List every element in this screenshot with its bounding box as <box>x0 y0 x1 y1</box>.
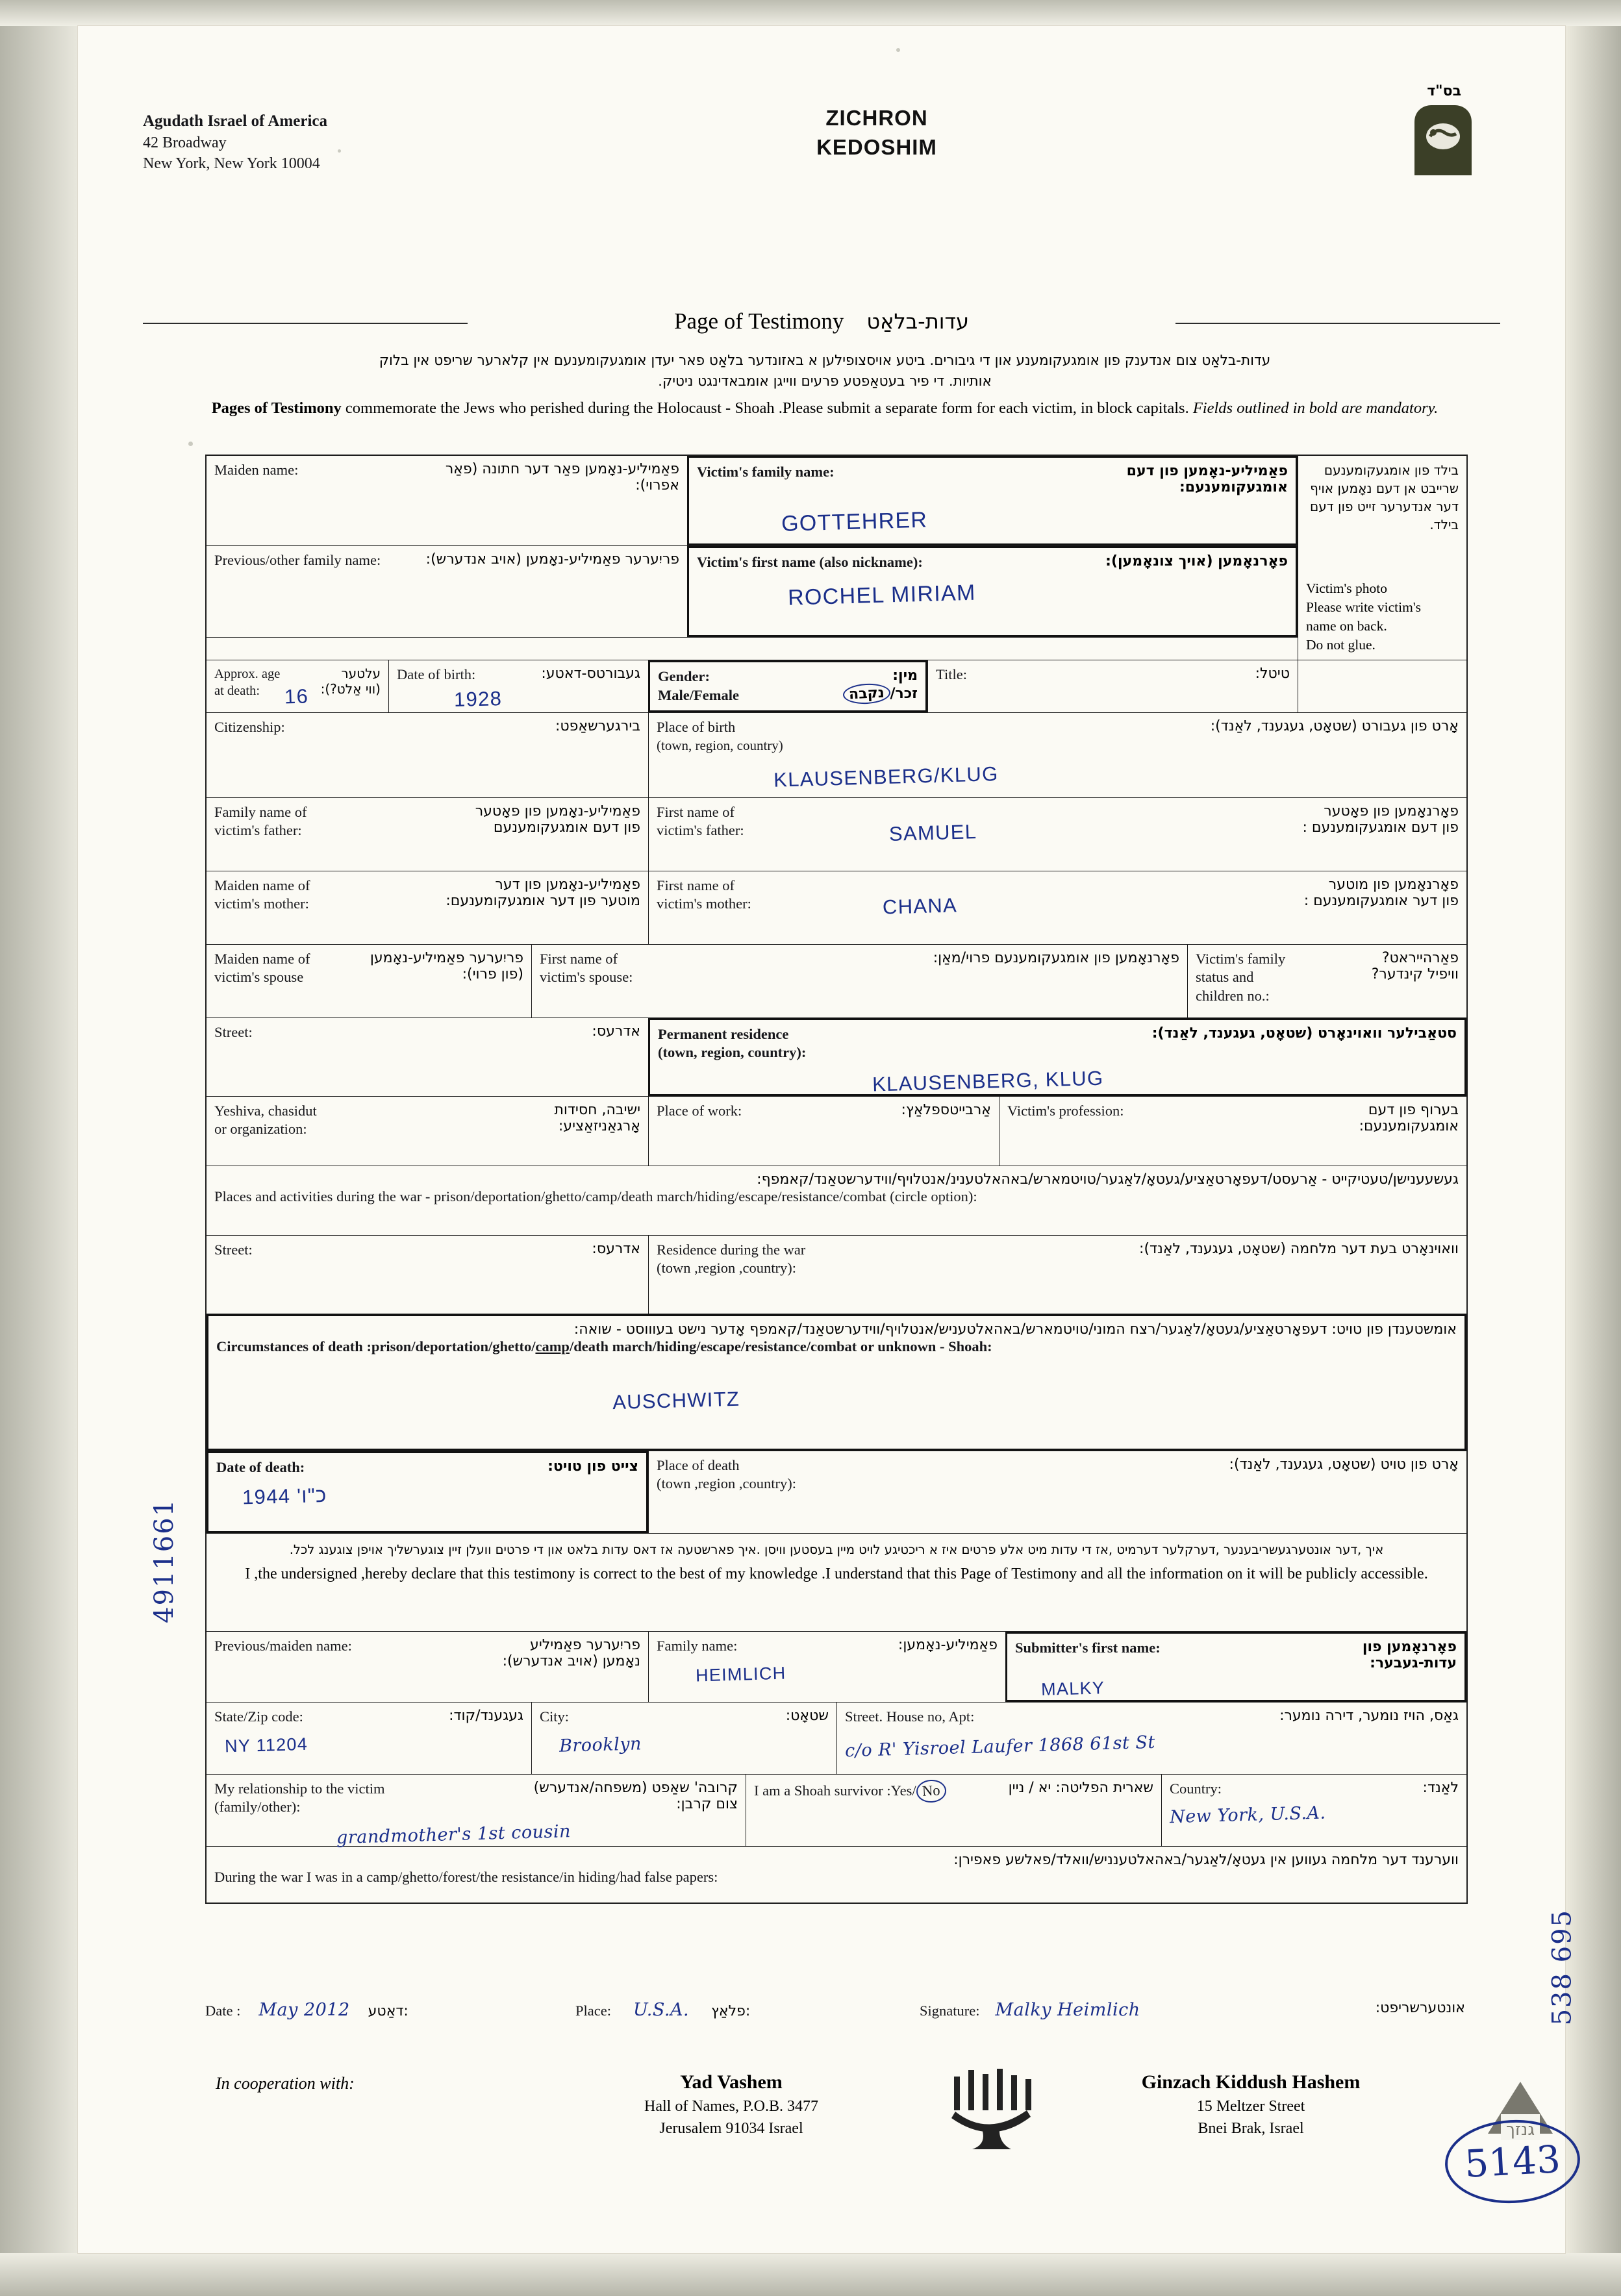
dob-label-en: Date of birth: <box>397 666 476 683</box>
citizenship-label-he: בירגערשאַפט: <box>555 718 640 734</box>
approx-age-value: 16 <box>284 684 309 708</box>
victim-first-name-label-en: Victim's first name (also nickname): <box>697 554 923 570</box>
field-relationship[interactable] <box>207 1775 746 1846</box>
program-title <box>721 104 1033 162</box>
yad-vashem-line2: Jerusalem 91034 Israel <box>659 2119 803 2137</box>
svg-text:גנזך: גנזך <box>1505 2120 1535 2140</box>
page-title-en: Page of Testimony <box>674 308 844 334</box>
program-title-line2: KEDOSHIM <box>816 134 937 159</box>
form-row-places-activities[interactable] <box>207 1166 1466 1236</box>
signature-label-he: אונטערשריפט: <box>1375 2000 1465 2016</box>
city-label-en: City: <box>540 1708 570 1725</box>
date-value: May 2012 <box>258 2000 350 2020</box>
date-label-he: דאַטע: <box>368 2003 408 2019</box>
scan-speck <box>338 149 341 153</box>
dob-label-he: געבורטס-דאטע: <box>541 666 640 682</box>
field-survivor[interactable] <box>746 1775 1161 1846</box>
form-row-father <box>207 798 1466 871</box>
place-label-en: Place: <box>575 2003 611 2019</box>
previous-family-label-en: Previous/other family name: <box>214 552 381 568</box>
submitter-first-label-en: Submitter's first name: <box>1015 1639 1161 1656</box>
submitter-first-value: MALKY <box>1040 1677 1105 1699</box>
war-residence-label-he: וואוינאָרט בעת דער מלחמה (שטאָט, געגענד, לאַנד): <box>1139 1240 1459 1257</box>
field-victim-first-name[interactable] <box>687 546 1298 637</box>
gender-label-he: מין: זכר/נקבה <box>843 668 918 704</box>
war-residence-label-en: Residence during the war (town ,region ,country): <box>657 1241 806 1277</box>
tablets-icon <box>1411 103 1476 178</box>
photo-slot-spacer <box>1298 660 1466 712</box>
menorah-icon <box>942 2065 1046 2156</box>
field-yeshiva[interactable] <box>207 1097 648 1166</box>
declaration-he: איך ,דער אונטערגעשריבענער ,דערקלער דערמיט ,אז די עדות מיט אלע פרטים איז א ריכטיגע לויט מיין בעסטען וויסן .איך פארשטעה אז דאס עדות בלאט און די פרטים וועלן זיין צוגערשליך אויפן צוגענג לכל. <box>289 1541 1384 1557</box>
profession-label-en: Victim's profession: <box>1007 1102 1124 1119</box>
submitter-prev-label-he: פריִערער פאַמיליע נאָמען (אויב אנדערש): <box>502 1636 640 1669</box>
maiden-name-label-en: Maiden name: <box>214 462 299 478</box>
organization-street: 42 Broadway <box>143 134 227 151</box>
left-margin-number: 4911661 <box>149 1498 179 1623</box>
field-mother-maiden-name[interactable] <box>207 871 648 944</box>
victim-family-name-label-he: פאַמיליע-נאָמען פון דעם אומגעקומענעם: <box>1126 463 1288 495</box>
submitter-family-value: HEIMLICH <box>695 1664 786 1686</box>
organization-name: Agudath Israel of America <box>143 112 327 130</box>
field-street-house[interactable] <box>836 1703 1466 1774</box>
submitter-family-label-en: Family name: <box>657 1637 738 1654</box>
signature-label-en: Signature: <box>920 2003 980 2019</box>
permanent-residence-label-he: סטאַבילער וואוינאָרט (שטאָט, געגענד, לאַנד): <box>1151 1025 1457 1042</box>
father-first-value: SAMUEL <box>888 819 977 845</box>
field-place-of-birth[interactable] <box>648 713 1466 797</box>
scan-speck <box>188 442 193 446</box>
victim-first-name-value: ROCHEL MIRIAM <box>787 580 977 610</box>
intro-english-italic: Fields outlined in bold are mandatory. <box>1192 399 1439 417</box>
field-war-street[interactable] <box>207 1236 648 1314</box>
victim-photo-slot[interactable] <box>1298 456 1466 660</box>
mother-first-label-he: פאָרנאָמען פון מוטער פון דער אומגעקומענעם : <box>1303 876 1459 909</box>
place-value: U.S.A. <box>633 2000 690 2020</box>
spouse-first-label-he: פאָרנאָמען פון אומגעקומענעם פרוי/מאַן: <box>933 949 1179 966</box>
street-house-value: c/o R' Yisroel Laufer 1868 61st St <box>844 1732 1156 1762</box>
field-father-family-name[interactable] <box>207 798 648 871</box>
permanent-residence-label-en: Permanent residence (town, region, country): <box>658 1025 807 1061</box>
approx-age-label-he: עלטער (ווי אַלט?): <box>320 666 381 697</box>
signature-row <box>205 2000 1465 2021</box>
footer-yad-vashem <box>569 2069 894 2140</box>
yeshiva-label-en: Yeshiva, chasidut or organization: <box>214 1102 317 1138</box>
survivor-label-en: I am a Shoah survivor :Yes/ No <box>754 1780 946 1803</box>
footer-cooperation: In cooperation with: <box>216 2074 355 2093</box>
street-label-he: אדרעס: <box>592 1023 640 1040</box>
profession-label-he: בערוף פון דעם אומגעקומענעם: <box>1359 1101 1459 1134</box>
street-house-label-en: Street. House no, Apt: <box>845 1708 975 1725</box>
dob-value: 1928 <box>453 686 503 711</box>
field-father-first-name[interactable] <box>648 798 1466 871</box>
field-place-of-death[interactable] <box>648 1451 1466 1533</box>
field-family-status[interactable] <box>1187 945 1466 1017</box>
field-war-residence[interactable] <box>648 1236 1466 1314</box>
victim-first-name-label-he: פאָרנאָמען (אויך צונאָמען): <box>1105 553 1288 569</box>
mother-first-label-en: First name of victim's mother: <box>657 877 751 912</box>
war-street-label-en: Street: <box>214 1241 253 1258</box>
form-row-mother <box>207 871 1466 945</box>
place-of-death-label-he: אָרט פון טויט (שטאָט, געגענד, לאַנד): <box>1229 1456 1459 1473</box>
form-row-death <box>207 1451 1466 1534</box>
bsd-marking: בס"ד <box>1427 83 1461 99</box>
field-country[interactable] <box>1161 1775 1466 1846</box>
field-spouse-maiden-name[interactable] <box>207 945 531 1017</box>
title-label-he: טיטל: <box>1255 666 1290 682</box>
field-city[interactable] <box>531 1703 836 1774</box>
page-shadow-bottom <box>0 2253 1621 2296</box>
war-experience-he: ווערענד דער מלחמה געווען אין געטאָ/לאַגער/באהאלטענניש/וואלד/פאלשע פאפירן: <box>953 1851 1459 1868</box>
organization-city: New York, New York 10004 <box>143 155 320 173</box>
spouse-first-label-en: First name of victim's spouse: <box>540 950 633 986</box>
field-previous-family-name[interactable] <box>207 546 687 637</box>
ginzach-name: Ginzach Kiddush Hashem <box>1141 2071 1361 2093</box>
submitter-prev-label-en: Previous/maiden name: <box>214 1637 352 1654</box>
father-family-label-en: Family name of victim's father: <box>214 803 307 839</box>
place-label-he: פלאַץ: <box>711 2003 751 2019</box>
form-row-citizenship-birthplace <box>207 713 1466 798</box>
field-title[interactable] <box>927 660 1298 712</box>
date-of-death-label-en: Date of death: <box>216 1458 305 1475</box>
approx-age-label-en: Approx. age at death: <box>214 667 281 699</box>
intro-english-rest: commemorate the Jews who perished during the Holocaust - Shoah .Please submit a separate form for each victim, in block capitals. <box>341 399 1193 417</box>
field-profession[interactable] <box>999 1097 1466 1166</box>
gender-label-en: Gender: Male/Female <box>658 668 739 703</box>
family-status-label-en: Victim's family status and children no.: <box>1196 950 1286 1004</box>
permanent-residence-value: KLAUSENBERG, KLUG <box>872 1066 1104 1096</box>
field-gender[interactable] <box>648 660 927 712</box>
testimony-form <box>205 455 1468 1904</box>
relationship-label-he: קרובה' שאַפט (משפחה/אנדערש) צום קרבן: <box>533 1779 738 1812</box>
footer-ginzach <box>1069 2069 1433 2140</box>
title-rule-right <box>1175 323 1500 324</box>
field-permanent-residence[interactable] <box>648 1018 1466 1096</box>
state-zip-label-he: געגענד/קוד: <box>449 1707 523 1724</box>
father-first-label-en: First name of victim's father: <box>657 803 744 839</box>
father-first-label-he: פאָרנאָמען פון פאָטער פון דעם אומגעקומענעם : <box>1302 803 1459 836</box>
form-row-age-dob-gender <box>207 660 1466 713</box>
field-state-zip[interactable] <box>207 1703 531 1774</box>
signature-value: Malky Heimlich <box>995 2000 1140 2020</box>
field-street[interactable] <box>207 1018 648 1096</box>
page-shadow-left <box>0 0 78 2296</box>
city-value: Brooklyn <box>559 1734 642 1757</box>
relationship-label-en: My relationship to the victim (family/other): <box>214 1780 385 1816</box>
right-margin-number: 538 695 <box>1547 1909 1577 2026</box>
family-status-label-he: פאַרהייראט? וויפיל קינדער? <box>1371 949 1459 982</box>
intro-yiddish-line1: עדות-בלאַט צום אנדענק פון אומגעקומענע און די גיבורים. ביטע אויסצופילען א באזונדער בלאַט פאר יעדן אומגעקומענעם אין קלארער שריפט אין בלוק <box>379 353 1271 369</box>
place-of-work-label-he: אַרבייטספלאַץ: <box>901 1101 991 1118</box>
previous-family-label-he: פריִערער פאַמיליע-נאָמען (אויב אנדערש): <box>425 551 679 568</box>
ginzach-line1: 15 Meltzer Street <box>1196 2098 1305 2115</box>
field-date-of-death[interactable] <box>207 1451 648 1533</box>
intro-yiddish-line2: אותיות. די פיר בעטאַפטע פרעים ווייגן אומבאדינגט ניטיק. <box>658 373 992 390</box>
form-row-submitter-names <box>207 1632 1466 1703</box>
spouse-maiden-label-he: פריִערער פאַמיליע-נאָמען (פון פרוי): <box>370 949 523 982</box>
father-family-label-he: פאַמיליע-נאָמען פון פאָטער פון דעם אומגעקומענעם <box>475 803 640 836</box>
relationship-value: grandmother's 1st cousin <box>336 1821 572 1848</box>
yad-vashem-line1: Hall of Names, P.O.B. 3477 <box>644 2098 818 2115</box>
country-label-en: Country: <box>1170 1780 1222 1797</box>
intro-block <box>182 351 1468 420</box>
field-submitter-family-name[interactable] <box>648 1632 1005 1702</box>
mother-maiden-label-en: Maiden name of victim's mother: <box>214 877 310 912</box>
form-row-relationship <box>207 1775 1466 1847</box>
field-approx-age[interactable] <box>207 660 388 712</box>
program-title-line1: ZICHRON <box>825 106 928 130</box>
declaration-en: I ,the undersigned ,hereby declare that this testimony is correct to the best of my knowledge .I understand that this Page of Testimony and all the information on it will be publicly accessible. <box>245 1565 1428 1582</box>
war-experience-en: During the war I was in a camp/ghetto/forest/the resistance/in hiding/had false papers: <box>214 1868 718 1885</box>
submitter-first-label-he: פאָרנאָמען פון עדות-געבער: <box>1362 1638 1457 1671</box>
form-row-submitter-address <box>207 1703 1466 1775</box>
form-row-war-residence <box>207 1236 1466 1314</box>
yeshiva-label-he: ישיבה, חסידות אָרגאַניזאַציע: <box>554 1101 640 1134</box>
spouse-maiden-label-en: Maiden name of victim's spouse <box>214 950 310 986</box>
circumstances-label-en: Circumstances of death :prison/deportation/ghetto/camp/death march/hiding/escape/resistance/combat or unknown - Shoah: <box>216 1338 992 1354</box>
date-of-death-label-he: צייט פון טויט: <box>547 1458 638 1475</box>
circumstances-value: AUSCHWITZ <box>612 1388 740 1414</box>
form-row-war-experience[interactable] <box>207 1847 1466 1903</box>
maiden-name-label-he: פאַמיליע-נאָמען פאַר דער חתונה (פאַר אפרוי): <box>445 461 679 493</box>
survivor-selected: No <box>916 1778 946 1803</box>
photo-note-en: Victim's photo Please write victim's name on back. Do not glue. <box>1306 580 1422 653</box>
organization-block <box>143 110 546 175</box>
citizenship-label-en: Citizenship: <box>214 718 285 735</box>
photo-note-he: בילד פון אומגעקומענעם שרייבט אן דעם נאָמען אויף דער אנדערער זייט פון דעם בילד. <box>1309 462 1459 532</box>
form-row-yeshiva-work <box>207 1097 1466 1166</box>
field-date[interactable] <box>205 2000 569 2021</box>
yad-vashem-name: Yad Vashem <box>680 2071 783 2093</box>
places-activities-en: Places and activities during the war - prison/deportation/ghetto/camp/death march/hiding/escape/resistance/combat (circle option): <box>214 1188 977 1204</box>
victim-family-name-label-en: Victim's family name: <box>697 464 835 480</box>
birthplace-label-en: Place of birth (town, region, country) <box>657 718 783 754</box>
mother-maiden-label-he: פאַמיליע-נאָמען פון דער מוטער פון דער אומגעקומענעם: <box>446 876 640 909</box>
state-zip-value: NY 11204 <box>224 1734 308 1756</box>
field-victim-family-name[interactable] <box>687 456 1298 545</box>
form-row-circumstances[interactable] <box>207 1314 1466 1451</box>
page-title <box>533 308 1111 334</box>
submitter-family-label-he: פאַמיליע-נאָמען: <box>898 1636 998 1653</box>
date-of-death-value: 1944 'כ"ו <box>242 1484 328 1509</box>
scan-speck <box>896 48 900 52</box>
places-activities-he: געשעענישן/טעטיקייט - אַרעסט/דעפאָרטאַציע/געטאָ/לאַגער/טויטמארש/באהאלטענינ/אנטלויף/ווידערשטאַנד/קאמפף: <box>757 1171 1459 1188</box>
gender-selected: נקבה <box>842 682 890 705</box>
street-house-label-he: גאַס, הויז נומער, דירה נומער: <box>1279 1707 1459 1724</box>
place-of-work-label-en: Place of work: <box>657 1102 742 1119</box>
field-submitter-previous-name[interactable] <box>207 1632 648 1702</box>
form-row-spouse <box>207 945 1466 1018</box>
title-label-en: Title: <box>936 666 967 683</box>
victim-family-name-value: GOTTEHRER <box>781 507 928 536</box>
birthplace-label-he: אָרט פון געבורט (שטאָט, געגענד, לאַנד): <box>1210 718 1459 734</box>
field-maiden-name[interactable] <box>207 456 687 545</box>
date-label-en: Date : <box>205 2003 241 2019</box>
field-spouse-first-name[interactable] <box>531 945 1187 1017</box>
field-submitter-first-name[interactable] <box>1005 1632 1466 1702</box>
birthplace-value: KLAUSENBERG/KLUG <box>773 762 999 792</box>
page-title-row <box>143 308 1500 337</box>
ginzach-line2: Bnei Brak, Israel <box>1198 2119 1304 2137</box>
mother-first-value: CHANA <box>882 893 958 919</box>
intro-english-bold: Pages of Testimony <box>211 399 342 417</box>
war-street-label-he: אדרעס: <box>592 1240 640 1257</box>
form-row-declaration <box>207 1534 1466 1632</box>
field-date-of-birth[interactable] <box>388 660 648 712</box>
country-label-he: לאַנד: <box>1422 1779 1459 1796</box>
archive-stamp-number: 5143 <box>1443 2117 1582 2207</box>
circumstances-label-he: אומשטענדן פון טויט: דעפאָרטאַציע/געטאָ/לאַגער/רצח המוני/טויטמארש/באהאלטעניש/אנטלויף/ווידערשטאַנד/קאמפף אָדער נישט בעוווסט - שואה: <box>573 1321 1457 1338</box>
title-rule-left <box>143 323 468 324</box>
form-row-permanent-residence <box>207 1018 1466 1097</box>
page-shadow-top <box>0 0 1621 26</box>
state-zip-label-en: State/Zip code: <box>214 1708 303 1725</box>
field-citizenship[interactable] <box>207 713 648 797</box>
form-sheet <box>78 26 1577 2253</box>
field-signature[interactable] <box>920 2000 1465 2021</box>
street-label-en: Street: <box>214 1023 253 1040</box>
field-mother-first-name[interactable] <box>648 871 1466 944</box>
field-place[interactable] <box>575 2000 913 2021</box>
survivor-label-he: שארית הפליטה: יא / ניין <box>1008 1779 1153 1796</box>
country-value: New York, U.S.A. <box>1169 1803 1326 1828</box>
page-title-he: עדות-בלאַט <box>866 309 969 334</box>
field-place-of-work[interactable] <box>648 1097 999 1166</box>
city-label-he: שטאָט: <box>785 1707 829 1724</box>
form-row-names <box>207 456 1466 660</box>
place-of-death-label-en: Place of death (town ,region ,country): <box>657 1456 796 1492</box>
intro-english <box>182 397 1468 421</box>
